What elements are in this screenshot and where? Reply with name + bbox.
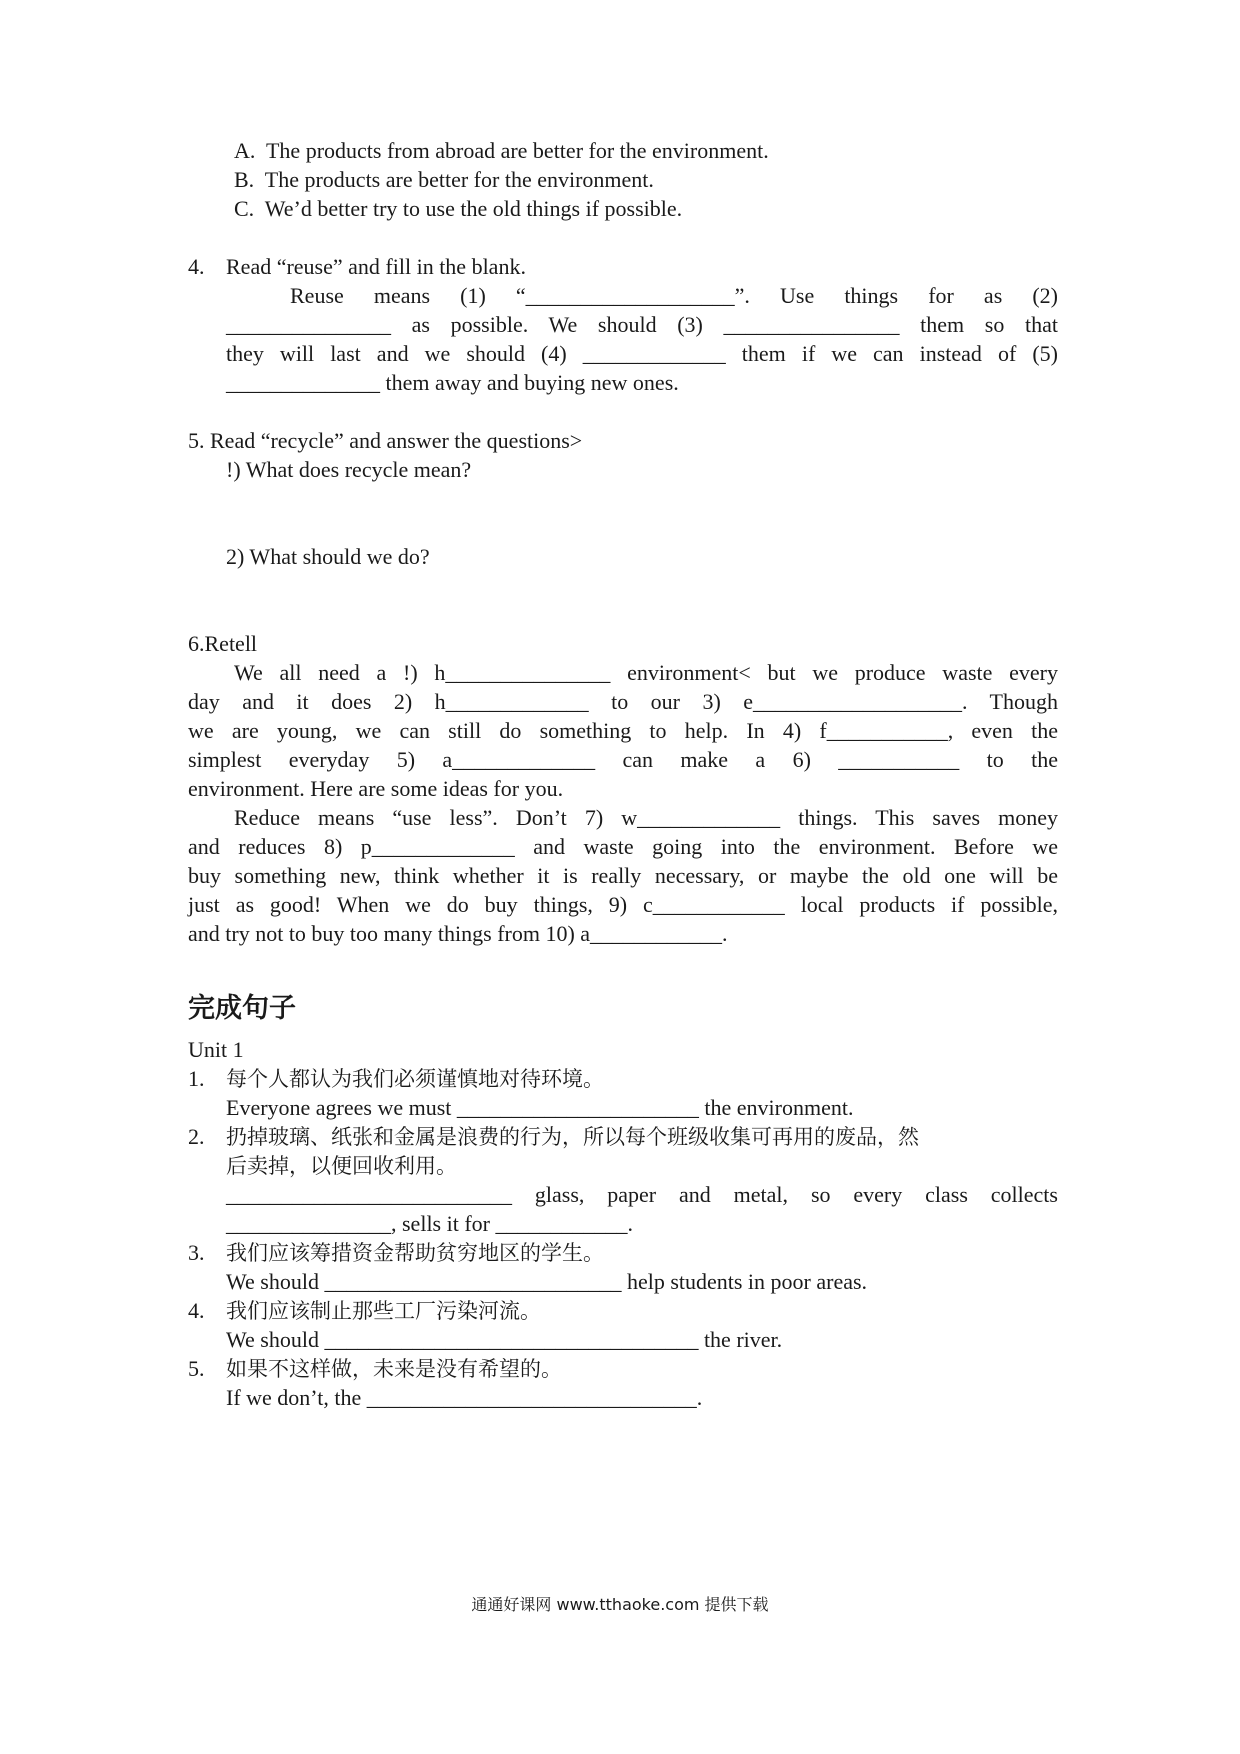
- option-c: C. We’d better try to use the old things if possible.: [234, 196, 683, 221]
- q6-line-10: and try not to buy too many things from 10) a____________.: [188, 921, 728, 946]
- q6-line-6: Reduce means “use less”. Don’t 7) w_____________ things. This saves money: [234, 805, 1058, 830]
- q6-line-1: We all need a !) h_______________ environment< but we produce waste every: [234, 660, 1058, 685]
- sentence-4-number: 4.: [188, 1298, 205, 1323]
- option-a: A. The products from abroad are better for the environment.: [234, 138, 769, 163]
- q6-line-2: day and it does 2) h_____________ to our 3) e___________________. Though: [188, 689, 1058, 714]
- q6-line-5: environment. Here are some ideas for you.: [188, 776, 564, 801]
- option-b: B. The products are better for the environment.: [234, 167, 654, 192]
- sentence-5-english: If we don’t, the ______________________________.: [226, 1385, 703, 1410]
- q4-line-1: Reuse means (1) “___________________”. Use things for as (2): [290, 283, 1058, 308]
- sentence-2-english-cont: _______________, sells it for ____________.: [226, 1211, 633, 1236]
- q5-sub-1: !) What does recycle mean?: [226, 457, 472, 482]
- sentence-3-chinese: 我们应该筹措资金帮助贫穷地区的学生。: [226, 1241, 604, 1265]
- sentence-2-chinese-cont: 后卖掉，以便回收利用。: [226, 1154, 457, 1178]
- sentence-2-number: 2.: [188, 1124, 205, 1149]
- sentence-5-number: 5.: [188, 1356, 205, 1381]
- unit-label: Unit 1: [188, 1037, 244, 1062]
- q5-title: 5. Read “recycle” and answer the questions>: [188, 428, 583, 453]
- sentence-2-chinese: 扔掉玻璃、纸张和金属是浪费的行为，所以每个班级收集可再用的废品，然: [226, 1125, 919, 1149]
- sentence-4-english: We should __________________________________ the river.: [226, 1327, 783, 1352]
- q4-title: Read “reuse” and fill in the blank.: [226, 254, 526, 279]
- q6-line-8: buy something new, think whether it is really necessary, or maybe the old one will be: [188, 863, 1058, 888]
- q6-line-4: simplest everyday 5) a_____________ can make a 6) ___________ to the: [188, 747, 1058, 772]
- sentence-2-english: __________________________ glass, paper and metal, so every class collects: [226, 1182, 1058, 1207]
- section-heading: 完成句子: [188, 993, 296, 1024]
- sentence-3-number: 3.: [188, 1240, 205, 1265]
- q6-line-7: and reduces 8) p_____________ and waste going into the environment. Before we: [188, 834, 1058, 859]
- q6-line-9: just as good! When we do buy things, 9) c____________ local products if possible,: [188, 892, 1058, 917]
- sentence-3-english: We should ___________________________ help students in poor areas.: [226, 1269, 868, 1294]
- sentence-1-english: Everyone agrees we must ______________________ the environment.: [226, 1095, 854, 1120]
- q4-line-4: ______________ them away and buying new ones.: [226, 370, 679, 395]
- sentence-4-chinese: 我们应该制止那些工厂污染河流。: [226, 1299, 541, 1323]
- sentence-5-chinese: 如果不这样做，未来是没有希望的。: [226, 1357, 562, 1381]
- q5-sub-2: 2) What should we do?: [226, 544, 430, 569]
- q4-line-2: _______________ as possible. We should (3) ________________ them so that: [226, 312, 1058, 337]
- sentence-1-chinese: 每个人都认为我们必须谨慎地对待环境。: [226, 1067, 604, 1091]
- footer-credit: 通通好课网 www.tthaoke.com 提供下载: [471, 1595, 769, 1614]
- q6-title: 6.Retell: [188, 631, 258, 656]
- sentence-1-number: 1.: [188, 1066, 205, 1091]
- q4-line-3: they will last and we should (4) _____________ them if we can instead of (5): [226, 341, 1058, 366]
- q6-line-3: we are young, we can still do something to help. In 4) f___________, even the: [188, 718, 1058, 743]
- q4-number: 4.: [188, 254, 205, 279]
